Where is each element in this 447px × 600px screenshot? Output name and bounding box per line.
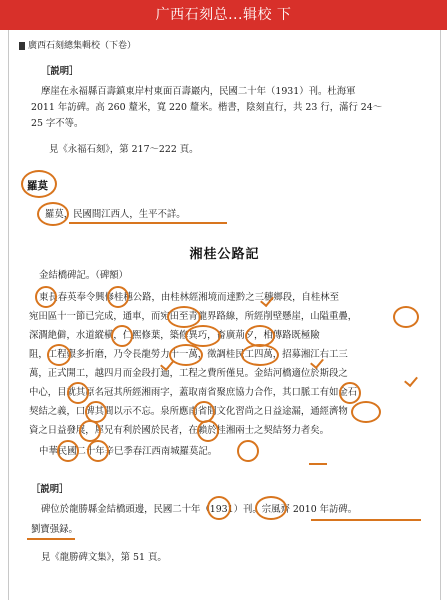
reference-line: 見《永福石刻》，第 217～222 頁。 xyxy=(49,144,199,155)
bookmark-icon xyxy=(19,42,25,50)
paragraph-line: 摩崖在永福縣百壽鎮東岸村東面百壽巖内，民國二十年（1931）刊。杜海軍 xyxy=(41,86,356,97)
annotation-circle xyxy=(35,286,57,308)
running-head-text: 廣西石刻總集輯校（下卷） xyxy=(28,41,137,51)
annotation-circle xyxy=(393,306,419,328)
annotation-circle xyxy=(37,202,69,226)
annotation-circle xyxy=(21,170,57,198)
annotation-circle xyxy=(237,440,259,462)
inscription-line: 中心，目就其原名冠其所經湘雨字，蓋取南省聚庶協力合作，其口脈工有如金石 xyxy=(29,387,358,398)
reference-line: 見《龍勝碑文集》，第 51 頁。 xyxy=(41,552,167,563)
annotation-circle xyxy=(79,420,101,442)
annotation-circle xyxy=(87,440,109,462)
annotation-tick xyxy=(404,373,418,387)
annotation-underline xyxy=(69,222,227,224)
annotation-circle xyxy=(67,382,89,404)
annotation-underline xyxy=(311,519,421,521)
author-text: ，民國間江西人，生平不詳。 xyxy=(63,209,186,220)
title-bar xyxy=(0,0,447,30)
inscription-line: 宛田區十一節已完成，通車，而宛田至青龍界路線，所經削壁懸崖，山隘重疊， xyxy=(29,311,358,322)
inscription-line: 萬，正式開工，越四月而金段打通，工程之費所僅見。金結河橋適位於斯段之 xyxy=(29,368,348,379)
paragraph-line: 25 字不等。 xyxy=(31,118,84,129)
annotation-circle xyxy=(241,344,279,366)
annotation-underline xyxy=(27,538,75,540)
annotation-circle xyxy=(207,496,231,520)
document-title: 广西石刻总...辑校 下 xyxy=(155,7,292,23)
paragraph-line: 2011 年訪碑。高 260 釐米，寬 220 釐米。楷書，陰刻直行，共 23 行，滿行 24～ xyxy=(31,102,383,113)
annotation-circle xyxy=(197,420,219,442)
author-name: 羅莫 xyxy=(45,209,64,220)
inscription-date: 中華民國二十年辛巳季春江西南城羅莫記。 xyxy=(39,446,218,457)
paragraph-line: 碑位於龍勝縣金結橋頭邊，民國二十年（1931）刊。宗風齊 2010 年訪碑。 xyxy=(41,504,358,515)
annotation-circle xyxy=(169,344,203,366)
annotation-circle xyxy=(255,496,287,520)
paragraph-line: 劉寶强録。 xyxy=(31,524,78,535)
inscription-subtitle: 金結橋碑記。（碑額） xyxy=(39,270,129,281)
section-heading: ［説明］ xyxy=(41,66,79,77)
inscription-title: 湘桂公路記 xyxy=(189,247,260,262)
document-page[interactable] xyxy=(8,30,441,600)
annotation-circle xyxy=(57,440,79,462)
annotation-circle xyxy=(339,382,361,404)
author-header: 羅莫 xyxy=(27,180,48,192)
inscription-line: 契結之義，口碑其間以示不忘。泉所應南省間文化習尚之日益途漏，通經濟物 xyxy=(29,406,348,417)
inscription-line: 東長春英奉令興修桂穗公路，由桂林經湘境而達黔之三穗鄉段，自桂林至 xyxy=(39,292,340,303)
section-heading: ［説明］ xyxy=(31,484,69,495)
inscription-line: 深澗絶僻，水道縱橫，仁熙修葉，築修異巧，畜廣荊夕，相傳路既極險 xyxy=(29,330,320,341)
inscription-line: 資之日益發展，犀兄有利於國於民者，在賴於桂湘兩士之契結努力者矣。 xyxy=(29,425,330,436)
annotation-circle xyxy=(351,401,381,423)
running-head xyxy=(19,38,136,51)
annotation-circle xyxy=(107,286,129,308)
annotation-underline xyxy=(309,463,327,465)
annotation-circle xyxy=(47,344,71,366)
annotation-circle xyxy=(111,325,133,347)
inscription-line: 阻，工程艱多折磨，乃令長龍勞力十一萬，徵調桂民工四萬，招募湘江右工三 xyxy=(29,349,348,360)
